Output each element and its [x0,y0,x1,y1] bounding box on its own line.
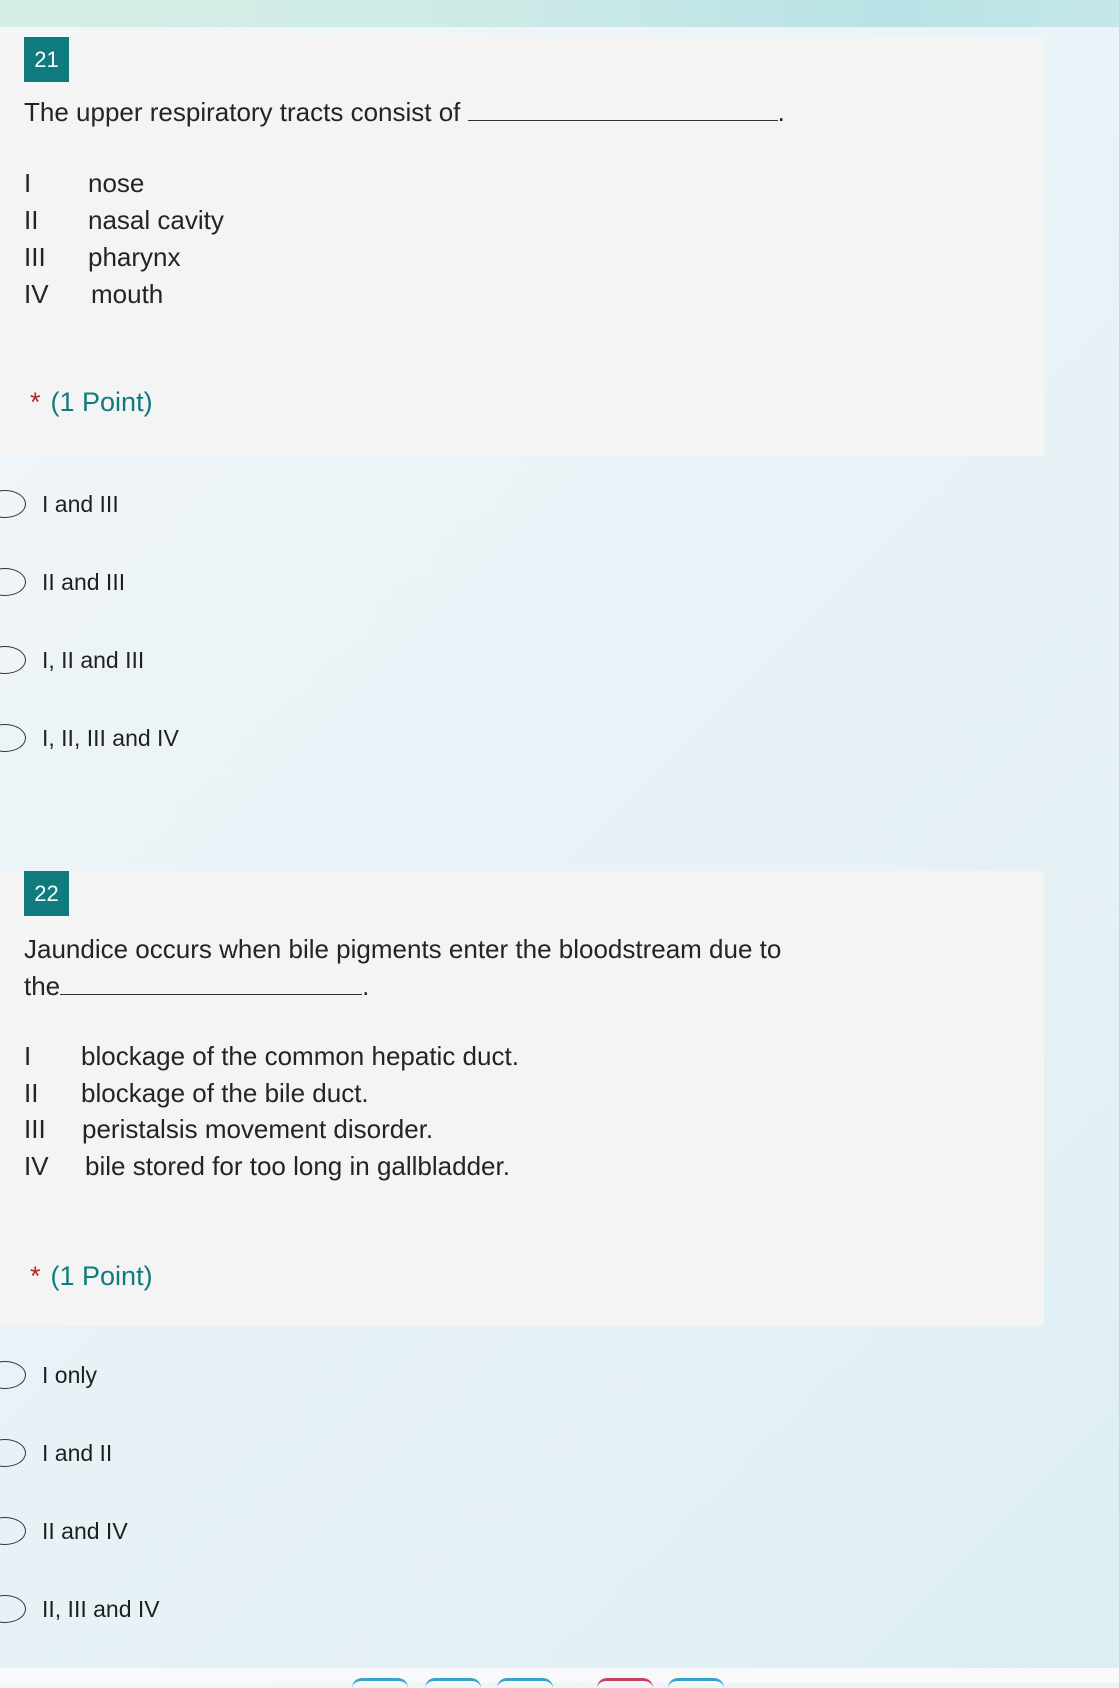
statement-item [24,168,224,205]
statement-numeral: III [24,242,46,272]
option-label: II and III [42,568,126,595]
option-label: II and IV [42,1517,128,1544]
statement-text: bile stored for too long in gallbladder. [85,1150,510,1181]
statement-numeral: I [24,168,32,198]
question-stem [24,931,781,967]
statement-item [24,1151,519,1188]
statement-text: peristalsis movement disorder. [82,1114,434,1144]
question-stem-end: . [362,971,370,1001]
statement-numeral: IV [24,279,49,309]
answer-blank [468,94,778,121]
radio-button[interactable] [0,1595,26,1623]
option-label: I and II [42,1439,113,1466]
option-label: I, II, III and IV [42,724,179,751]
scroll-indicator [497,1678,553,1688]
radio-button[interactable] [0,646,26,674]
question-number-badge: 21 [24,37,69,82]
required-asterisk: * [30,387,41,417]
scroll-indicator [668,1678,724,1688]
statement-numeral: IV [24,1150,49,1181]
points-row [30,387,153,418]
statement-text: pharynx [88,242,181,272]
option-label: I only [42,1361,97,1388]
points-label: (1 Point) [50,387,153,417]
statement-text: blockage of the common hepatic duct. [81,1041,519,1071]
option-label: I, II and III [42,646,145,673]
statement-item [24,279,224,316]
radio-button[interactable] [0,724,26,752]
question-stem [24,94,785,130]
points-row [30,1261,153,1292]
statement-numeral: I [24,1041,32,1071]
statement-item [24,242,224,279]
statement-text: blockage of the bile duct. [81,1077,369,1108]
radio-button[interactable] [0,1517,26,1545]
scroll-indicator [597,1678,653,1688]
points-label: (1 Point) [50,1261,153,1291]
question-card-22 [0,871,1044,1326]
statement-list [24,168,224,316]
radio-button[interactable] [0,1361,26,1389]
question-stem-line1: Jaundice occurs when bile pigments enter the bloodstream due to [24,934,782,964]
scroll-indicator [425,1678,481,1688]
scroll-indicator [352,1678,408,1688]
question-stem-line2: the [24,971,61,1001]
radio-button[interactable] [0,568,26,596]
question-stem-text: The upper respiratory tracts consist of [24,97,468,127]
statement-numeral: III [24,1114,46,1144]
statement-list [24,1041,519,1187]
statement-text: nasal cavity [88,205,224,235]
statement-item [24,1041,519,1078]
required-asterisk: * [30,1261,41,1291]
question-stem-continuation [24,968,369,1004]
option-label: I and III [42,490,119,517]
question-number-badge: 22 [24,871,69,916]
statement-text: mouth [91,279,164,309]
question-card-21 [0,37,1044,456]
statement-numeral: II [24,205,39,235]
statement-numeral: II [24,1077,39,1108]
statement-item [24,205,224,242]
answer-blank [60,968,362,995]
radio-button[interactable] [0,1439,26,1467]
radio-button[interactable] [0,490,26,518]
top-banner-strip [0,0,1119,27]
statement-item [24,1114,519,1151]
question-stem-end: . [777,97,785,127]
option-label: II, III and IV [42,1595,160,1622]
statement-item [24,1078,519,1115]
bottom-bar [0,1668,1119,1683]
statement-text: nose [88,168,145,198]
